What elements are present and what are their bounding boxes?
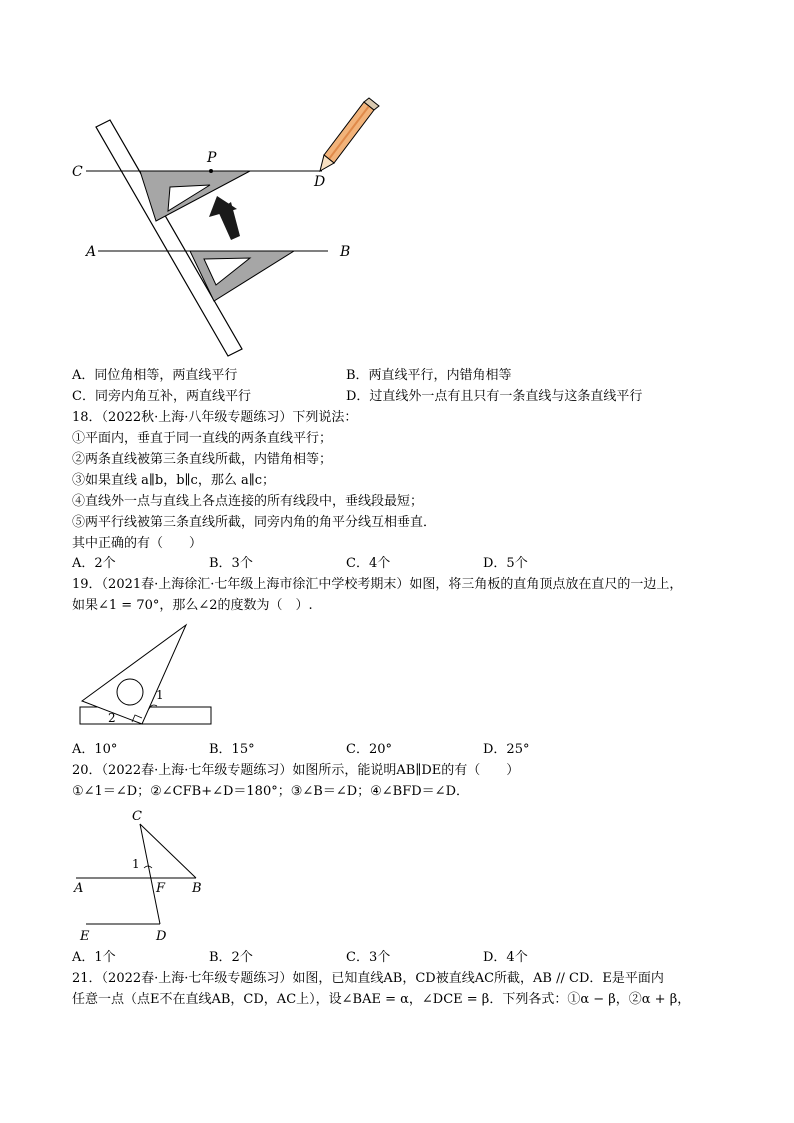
label-c: C: [132, 809, 142, 824]
q17-option-b: B．两直线平行，内错角相等: [346, 368, 512, 383]
label-d: D: [314, 174, 326, 190]
q19-stem-line2: 如果∠1 = 70°，那么∠2的度数为（ ）.: [72, 598, 313, 613]
q20-option-d: D．4个: [483, 950, 528, 965]
parallel-construction-figure: [60, 95, 390, 370]
q20-stem: 20．（2022春·上海·七年级专题练习）如图所示，能说明AB∥DE的有（ ）: [72, 763, 520, 778]
label-f: F: [156, 881, 166, 896]
set-square-hole: [117, 679, 143, 705]
label-p: P: [207, 150, 217, 166]
q18-option-d: D．5个: [483, 556, 528, 571]
label-c: C: [72, 164, 83, 180]
q18-statement-2: ②两条直线被第三条直线所截，内错角相等；: [72, 452, 333, 467]
q18-statement-3: ③如果直线 a∥b，b∥c，那么 a∥c；: [72, 473, 275, 488]
q20-option-c: C．3个: [346, 950, 391, 965]
angle-2-label: 2: [108, 711, 116, 725]
label-b: B: [192, 881, 202, 896]
angle-1-label: 1: [156, 688, 164, 702]
q19-option-b: B．15°: [209, 742, 255, 757]
q20-option-b: B．2个: [209, 950, 253, 965]
q18-statement-4: ④直线外一点与直线上各点连接的所有线段中，垂线段最短；: [72, 494, 424, 509]
q20-option-a: A．1个: [72, 950, 116, 965]
angle-1-label: 1: [132, 857, 140, 871]
pencil-icon: [320, 98, 379, 171]
q18-statement-5: ⑤两平行线被第三条直线所截，同旁内角的角平分线互相垂直．: [72, 515, 437, 530]
q18-stem: 18．（2022秋·上海·八年级专题练习）下列说法：: [72, 410, 358, 425]
label-a: A: [86, 244, 97, 260]
q18-question: 其中正确的有（ ）: [72, 536, 203, 551]
label-d: D: [156, 929, 167, 944]
label-a: A: [74, 881, 84, 896]
label-b: B: [340, 244, 351, 260]
q21-line1: 21．（2022春·上海·七年级专题练习）如图，已知直线AB，CD被直线AC所截，AB // CD．E是平面内: [72, 971, 664, 986]
q17-option-d: D．过直线外一点有且只有一条直线与这条直线平行: [346, 389, 643, 404]
q17-option-c: C．同旁内角互补，两直线平行: [72, 389, 251, 404]
q17-option-a: A．同位角相等，两直线平行: [72, 368, 238, 383]
q19-option-c: C．20°: [346, 742, 392, 757]
label-e: E: [80, 929, 90, 944]
q19-option-d: D．25°: [483, 742, 530, 757]
q21-line2: 任意一点（点E不在直线AB，CD，AC上），设∠BAE = α，∠DCE = β．下列各式：①α − β，②α + β，: [72, 992, 691, 1007]
point-p: [209, 169, 213, 173]
q18-option-a: A．2个: [72, 556, 116, 571]
line-cb: [140, 824, 196, 878]
set-square-ruler-figure: [72, 618, 222, 730]
q19-stem-line1: 19．（2021春·上海徐汇·七年级上海市徐汇中学校考期末）如图，将三角板的直角顶点放在直尺的一边上，: [72, 577, 683, 592]
arrow-icon: [209, 196, 240, 240]
q20-conditions: ①∠1＝∠D；②∠CFB+∠D＝180°；③∠B＝∠D；④∠BFD＝∠D．: [72, 784, 469, 799]
parallel-lines-figure: [72, 806, 222, 946]
q19-option-a: A．10°: [72, 742, 118, 757]
ruler: [96, 120, 242, 356]
q18-statement-1: ①平面内，垂直于同一直线的两条直线平行；: [72, 431, 333, 446]
q18-option-c: C．4个: [346, 556, 391, 571]
q18-option-b: B．3个: [209, 556, 253, 571]
line-cd: [140, 824, 160, 924]
